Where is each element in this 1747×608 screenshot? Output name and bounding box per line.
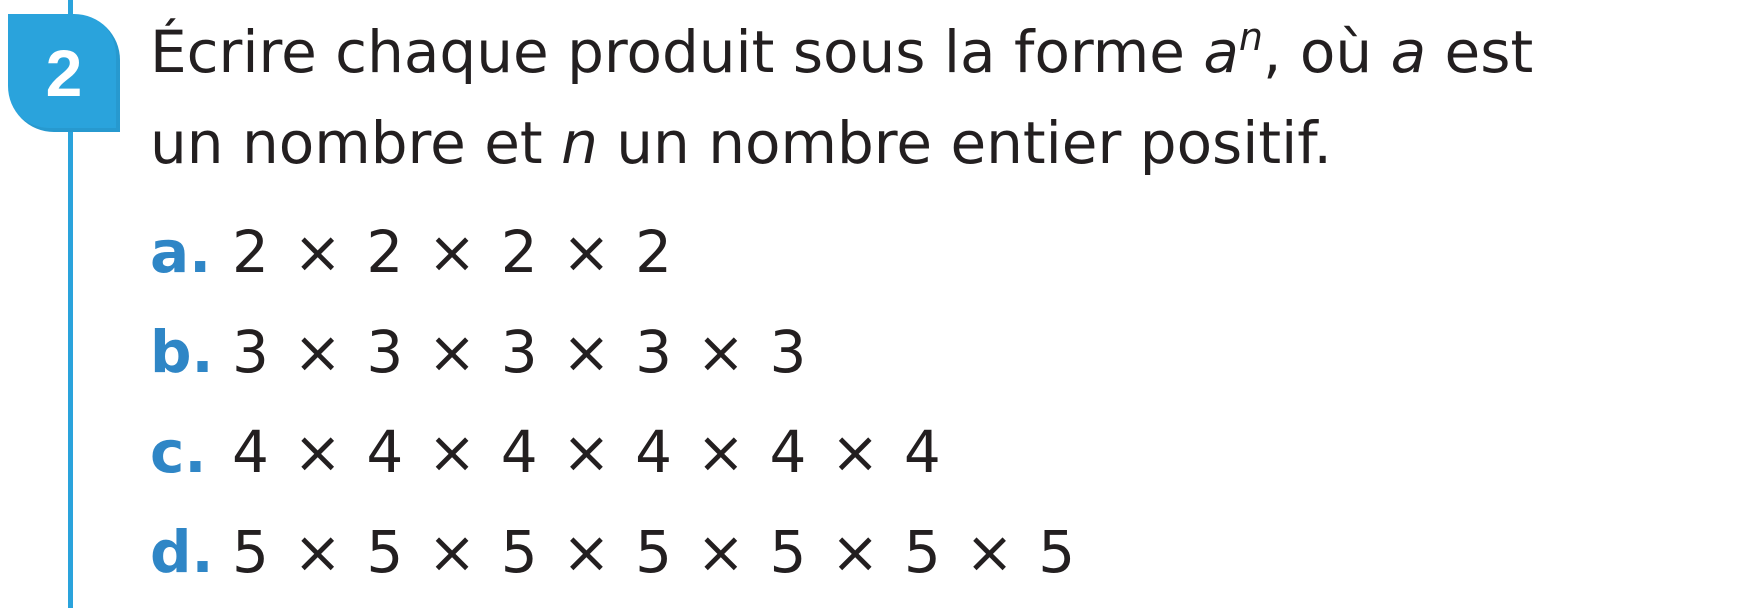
list-item: [150, 302, 1075, 402]
exercise-number-badge: [8, 14, 120, 132]
exercise-number: 2: [45, 36, 83, 110]
item-label: a.: [150, 218, 212, 286]
item-expression: 5 × 5 × 5 × 5 × 5 × 5 × 5: [232, 518, 1076, 586]
item-expression: 3 × 3 × 3 × 3 × 3: [232, 318, 807, 386]
list-item: [150, 502, 1075, 602]
power-exponent-variable: n: [1238, 15, 1264, 59]
item-label: d.: [150, 518, 214, 586]
list-item: [150, 202, 1075, 302]
item-expression: 2 × 2 × 2 × 2: [232, 218, 673, 286]
instruction-text-4: un nombre et: [150, 109, 562, 177]
instruction-text-2: , où: [1263, 18, 1391, 86]
variable-n: n: [561, 109, 598, 177]
item-label: b.: [150, 318, 214, 386]
power-base-variable: a: [1203, 18, 1239, 86]
variable-a: a: [1390, 18, 1427, 86]
exercise-instruction: [150, 10, 1740, 185]
instruction-text-5: un nombre entier positif.: [597, 109, 1332, 177]
item-label: c.: [150, 418, 207, 486]
instruction-line-1: [150, 10, 1740, 101]
instruction-text-3: est: [1426, 18, 1534, 86]
instruction-line-2: [150, 101, 1740, 185]
exercise-items-list: [150, 202, 1075, 602]
list-item: [150, 402, 1075, 502]
item-expression: 4 × 4 × 4 × 4 × 4 × 4: [232, 418, 941, 486]
instruction-text-1: Écrire chaque produit sous la forme: [150, 18, 1204, 86]
